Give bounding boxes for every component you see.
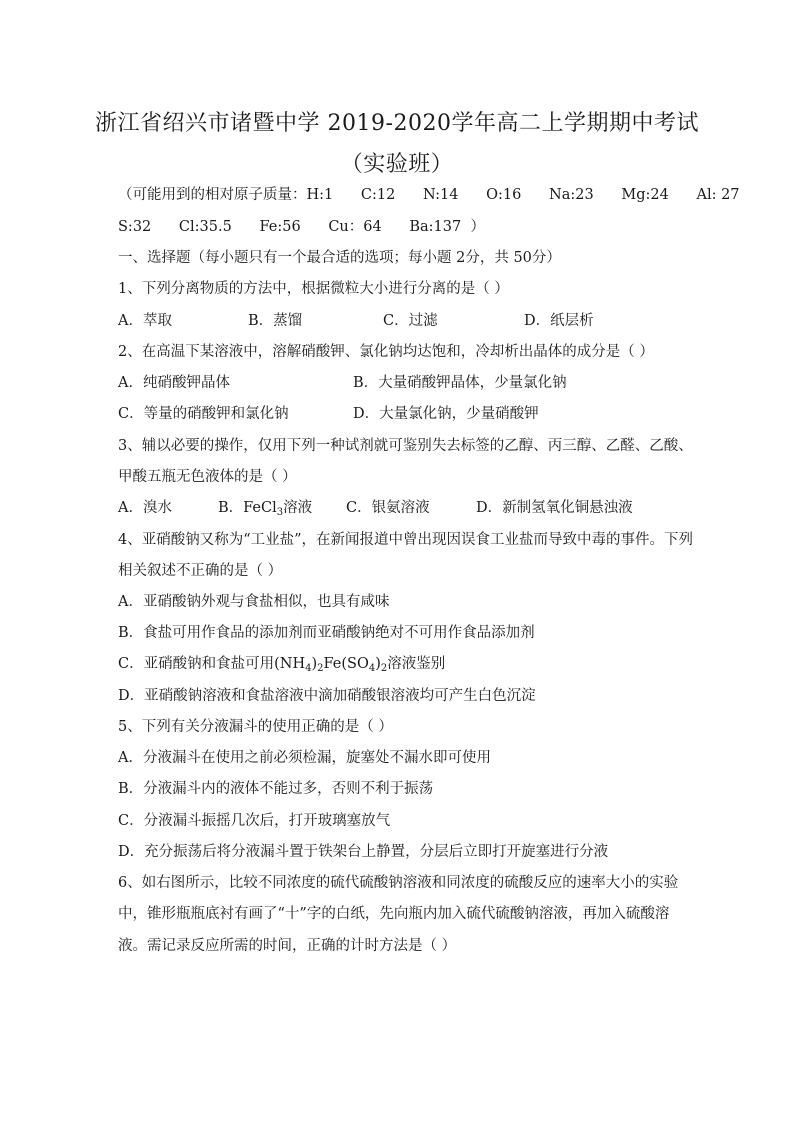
question-2-stem: 2、在高温下某溶液中，溶解硝酸钾、氯化钠均达饱和，冷却析出晶体的成分是（ ）: [118, 344, 654, 360]
question-2-option-a: A．纯硝酸钾晶体: [118, 375, 230, 391]
question-1-option-a: A．萃取: [118, 313, 172, 329]
question-2-option-d: D．大量氯化钠，少量硝酸钾: [353, 406, 539, 422]
question-6-stem-line-2: 中，锥形瓶瓶底衬有画了“十”字的白纸，先向瓶内加入硫代硫酸钠溶液，再加入硫酸溶: [118, 906, 670, 922]
option-b-suffix: 溶液: [283, 500, 313, 516]
formula-part: ): [375, 656, 381, 672]
question-1-stem: 1、下列分离物质的方法中，根据微粒大小进行分离的是（ ）: [118, 281, 509, 297]
option-b-formula: B．FeCl: [218, 500, 277, 516]
question-2-option-c: C．等量的硝酸钾和氯化钠: [118, 406, 289, 422]
formula-subscript: 4: [368, 663, 376, 674]
question-5-option-d: D．充分振荡后将分液漏斗置于铁架台上静置，分层后立即打开旋塞进行分液: [118, 844, 609, 860]
question-3-stem-line-2: 甲酸五瓶无色液体的是（ ）: [118, 469, 297, 485]
formula-subscript: 4: [305, 663, 312, 674]
question-3-stem-line-1: 3、辅以必要的操作，仅用下列一种试剂就可鉴别失去标签的乙醇、丙三醇、乙醛、乙酸、: [118, 438, 693, 454]
question-3-option-a: A．溴水: [118, 500, 172, 516]
question-1-option-b: B．蒸馏: [248, 313, 303, 329]
question-4-option-d: D．亚硝酸钠溶液和食盐溶液中滴加硝酸银溶液均可产生白色沉淀: [118, 688, 536, 704]
question-5-option-b: B．分液漏斗内的液体不能过多，否则不利于振荡: [118, 781, 434, 797]
option-b-subscript: 3: [276, 507, 284, 518]
page-subtitle: （实验班）: [340, 152, 454, 177]
question-4-option-a: A．亚硝酸钠外观与食盐相似，也具有咸味: [118, 594, 390, 610]
section-heading: 一、选择题（每小题只有一个最合适的选项；每小题 2分，共 50分）: [118, 250, 561, 266]
formula-part: C．亚硝酸钠和食盐可用(NH: [118, 656, 306, 672]
question-1-option-c: C．过滤: [383, 313, 438, 329]
question-4-option-c: [118, 654, 445, 679]
question-2-option-b: B．大量硝酸钾晶体，少量氯化钠: [353, 375, 567, 391]
formula-part: ): [311, 656, 318, 672]
question-3-option-c: C．银氨溶液: [346, 500, 430, 516]
question-6-stem-line-3: 液。需记录反应所需的时间，正确的计时方法是（ ）: [118, 938, 457, 954]
formula-subscript: 2: [317, 663, 324, 674]
question-4-stem-line-1: 4、亚硝酸钠又称为“工业盐”，在新闻报道中曾出现因误食工业盐而导致中毒的事件。下列: [118, 532, 694, 548]
question-3-option-b: [218, 498, 312, 523]
question-4-stem-line-2: 相关叙述不正确的是（ ）: [118, 563, 283, 579]
question-4-option-b: B．食盐可用作食品的添加剂而亚硝酸钠绝对不可用作食品添加剂: [118, 625, 535, 641]
page-title: 浙江省绍兴市诸暨中学 2019-2020学年高二上学期期中考试: [95, 111, 699, 136]
atomic-mass-line-2: S:32 Cl:35.5 Fe:56 Cu：64 Ba:137 ）: [118, 219, 485, 235]
formula-part: Fe(SO: [323, 656, 369, 672]
formula-subscript: 2: [380, 663, 388, 674]
atomic-mass-line-1: （可能用到的相对原子质量：H:1 C:12 N:14 O:16 Na:23 Mg:24 Al: 27: [118, 187, 740, 203]
question-6-stem-line-1: 6、如右图所示，比较不同浓度的硫代硫酸钠溶液和同浓度的硫酸反应的速率大小的实验: [118, 875, 679, 891]
question-5-option-a: A．分液漏斗在使用之前必须检漏，旋塞处不漏水即可使用: [118, 750, 491, 766]
formula-part: 溶液鉴别: [387, 656, 446, 672]
question-1-option-d: D．纸层析: [524, 313, 594, 329]
question-5-option-c: C．分液漏斗振摇几次后，打开玻璃塞放气: [118, 813, 391, 829]
question-5-stem: 5、下列有关分液漏斗的使用正确的是（ ）: [118, 719, 393, 735]
question-3-option-d: D．新制氢氧化铜悬浊液: [476, 500, 633, 516]
